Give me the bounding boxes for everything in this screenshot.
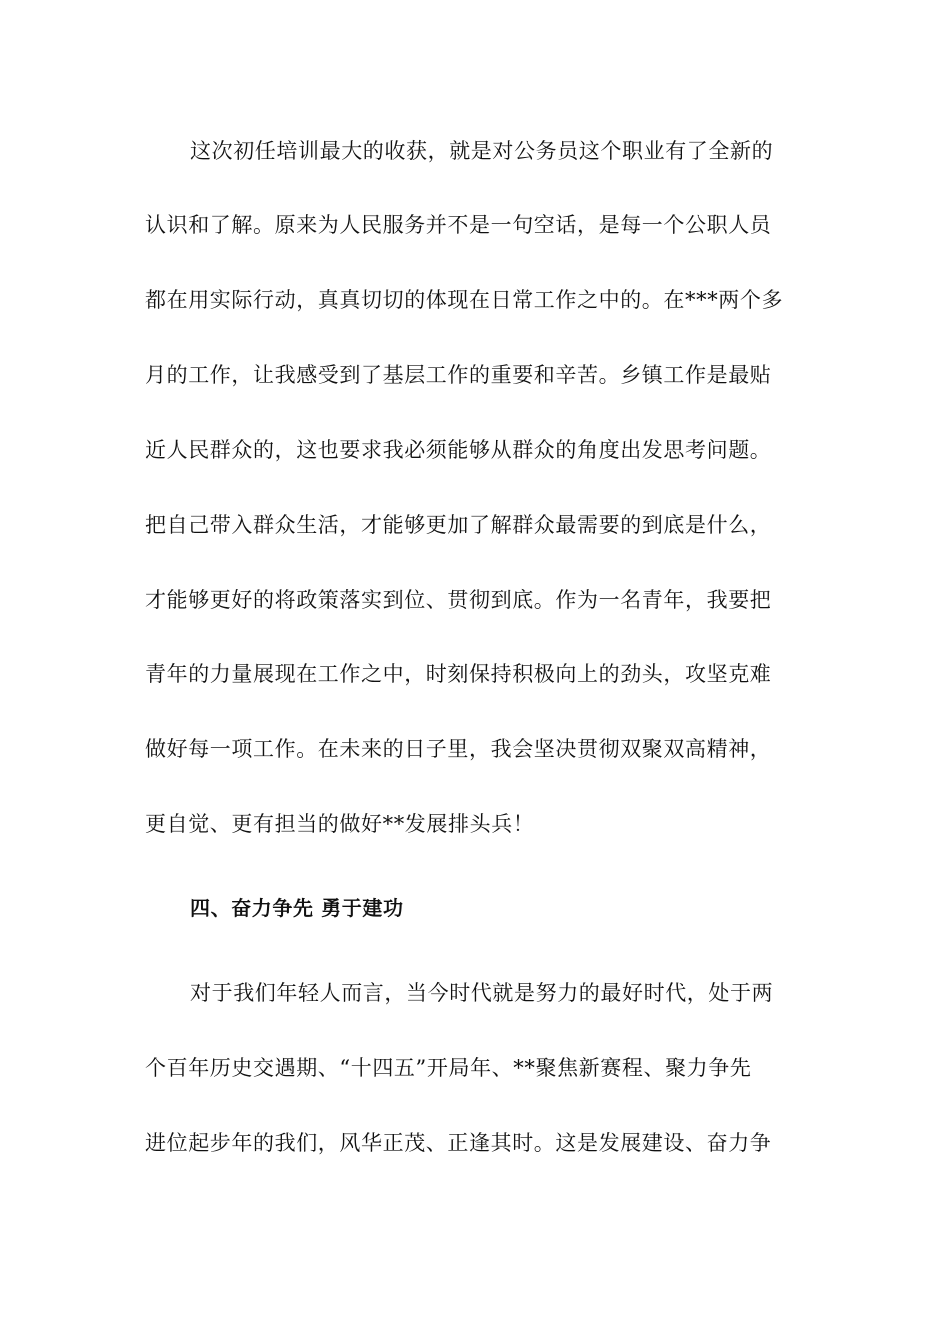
- paragraph-1-line-3: 都在用实际行动，真真切切的体现在日常工作之中的。在***两个多: [145, 288, 784, 312]
- paragraph-1-line-9: 做好每一项工作。在未来的日子里，我会坚决贯彻双聚双高精神，: [145, 737, 772, 761]
- paragraph-2-line-2: 个百年历史交遇期、“十四五”开局年、**聚焦新赛程、聚力争先: [145, 1056, 752, 1080]
- paragraph-1-line-2: 认识和了解。原来为人民服务并不是一句空话，是每一个公职人员: [145, 213, 772, 237]
- paragraph-1-line-7: 才能够更好的将政策落实到位、贯彻到底。作为一名青年，我要把: [145, 588, 772, 612]
- paragraph-1-line-1: 这次初任培训最大的收获，就是对公务员这个职业有了全新的: [190, 139, 774, 163]
- paragraph-1-line-6: 把自己带入群众生活，才能够更加了解群众最需要的到底是什么，: [145, 513, 772, 537]
- paragraph-1-line-5: 近人民群众的，这也要求我必须能够从群众的角度出发思考问题。: [145, 438, 772, 462]
- paragraph-1-line-4: 月的工作，让我感受到了基层工作的重要和辛苦。乡镇工作是最贴: [145, 363, 772, 387]
- paragraph-2-line-1: 对于我们年轻人而言，当今时代就是努力的最好时代，处于两: [190, 981, 774, 1005]
- paragraph-1-line-10: 更自觉、更有担当的做好**发展排头兵！: [145, 812, 535, 836]
- paragraph-2-line-3: 进位起步年的我们，风华正茂、正逢其时。这是发展建设、奋力争: [145, 1131, 772, 1155]
- section-heading: 四、奋力争先 勇于建功: [190, 896, 404, 920]
- paragraph-1-line-8: 青年的力量展现在工作之中，时刻保持积极向上的劲头，攻坚克难: [145, 662, 772, 686]
